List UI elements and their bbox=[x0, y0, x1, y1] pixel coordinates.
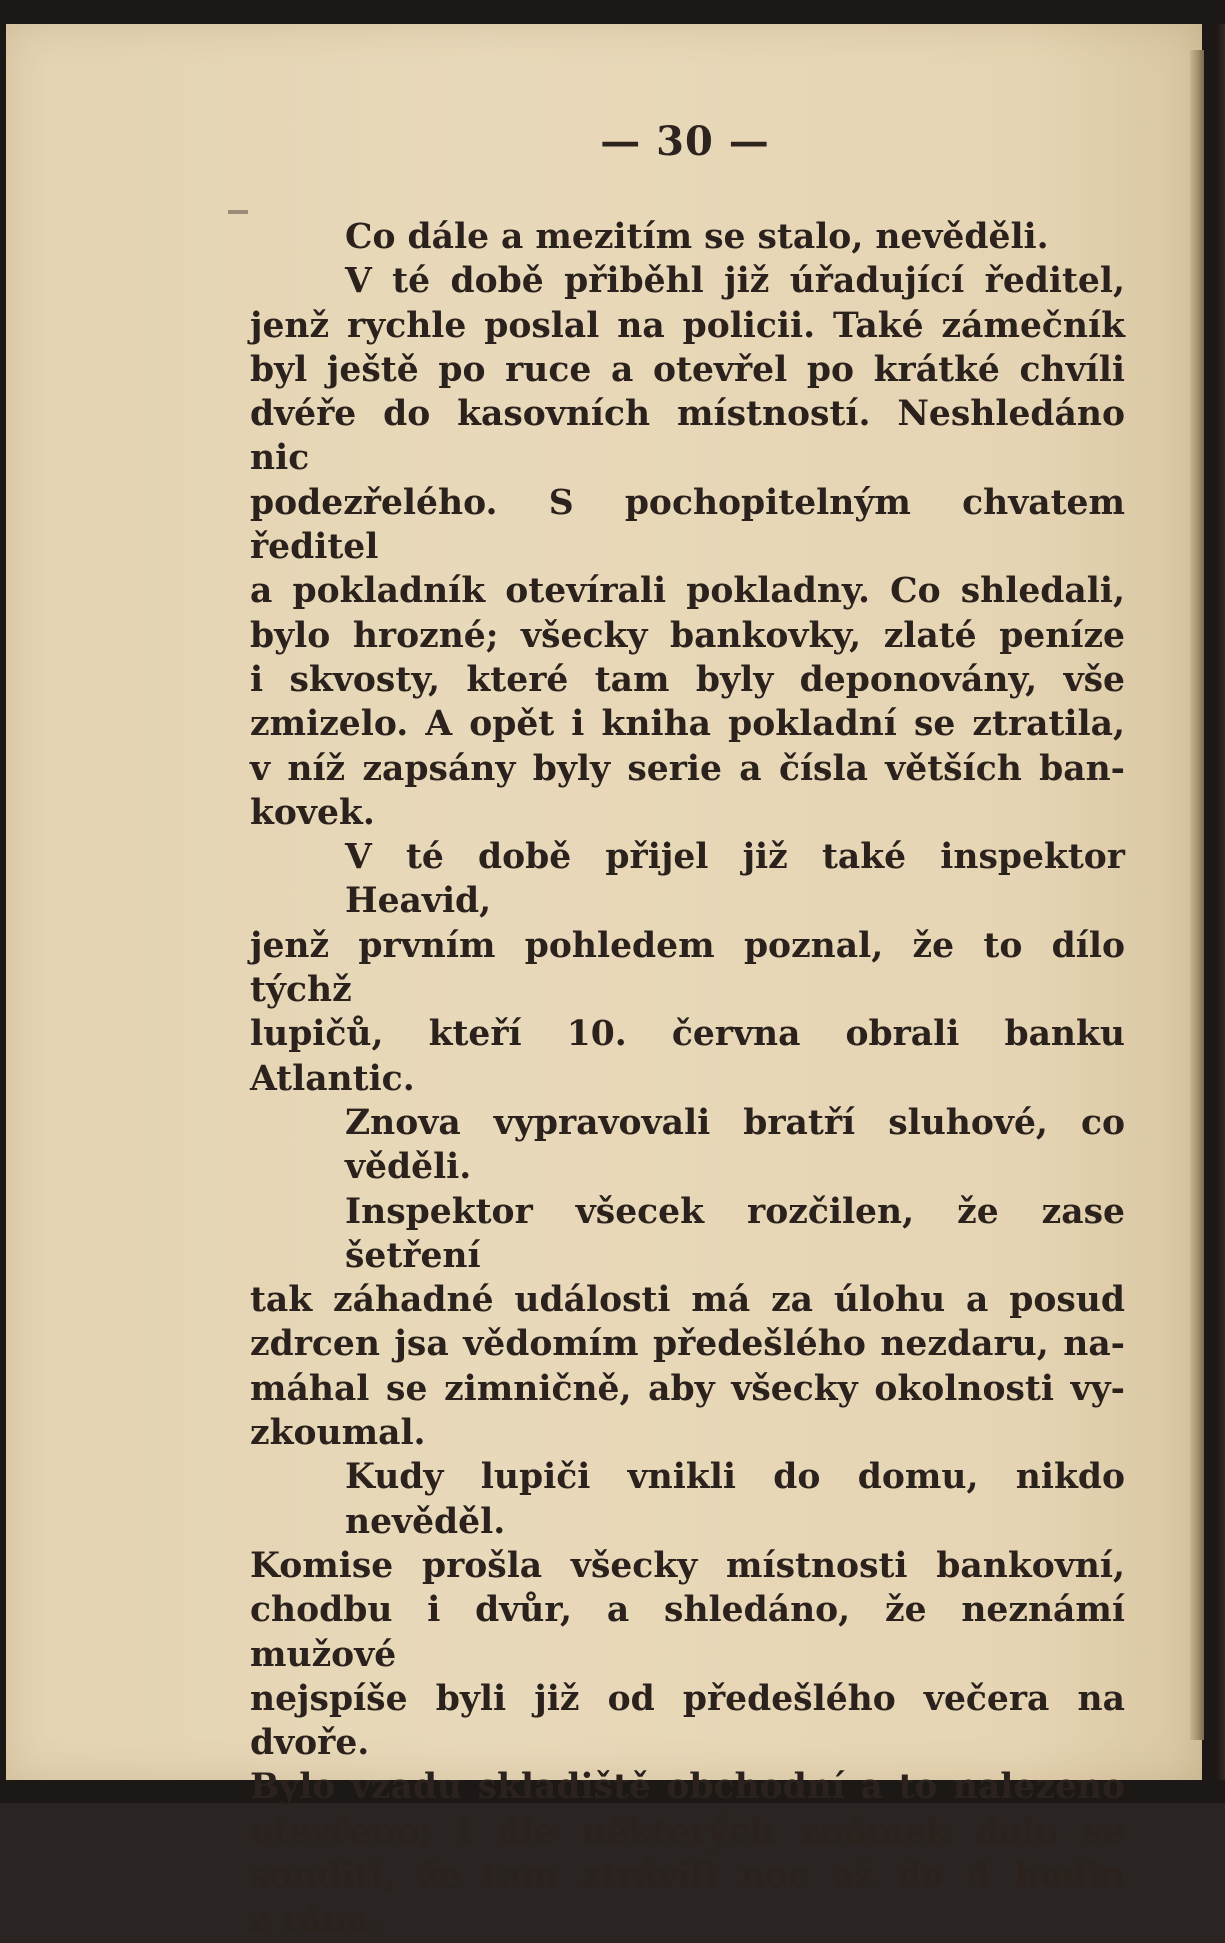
text-line: v níž zapsány byly serie a čísla větších ban- bbox=[250, 748, 1125, 789]
text-line: jenž prvním pohledem poznal, že to dílo týchž bbox=[250, 925, 1125, 1011]
text-line: nejspíše byli již od předešlého večera na dvoře. bbox=[250, 1678, 1125, 1764]
paragraph bbox=[250, 259, 1125, 835]
text-line: V té době přijel již také inspektor Heavid, bbox=[345, 837, 1125, 922]
page-edge bbox=[1190, 50, 1204, 1740]
paragraph bbox=[250, 1190, 1125, 1456]
ink-mark bbox=[228, 210, 248, 214]
page-number: — 30 — bbox=[600, 118, 770, 165]
paragraph bbox=[250, 835, 1125, 1101]
text-line: Bylo vzadu skladiště obchodní a to nalezeno bbox=[250, 1767, 1125, 1808]
text-line: a pokladník otevírali pokladny. Co shledali, bbox=[250, 571, 1125, 612]
text-line: zdrcen jsa vědomím předešlého nezdaru, na- bbox=[250, 1324, 1125, 1365]
text-line: lupičů, kteří 10. června obrali banku Atlantic. bbox=[250, 1014, 1125, 1099]
text-line: Znova vypravovali bratří sluhové, co věděli. bbox=[345, 1102, 1125, 1188]
text-line: Inspektor všecek rozčilen, že zase šetření bbox=[345, 1191, 1125, 1276]
text-line: otevřeno; i dle některých známek dalo se bbox=[250, 1811, 1125, 1852]
paragraph bbox=[250, 215, 1125, 259]
text-line: Co dále a mezitím se stalo, nevěděli. bbox=[345, 217, 1049, 257]
text-line: bylo hrozné; všecky bankovky, zlaté peníze bbox=[250, 615, 1125, 656]
paragraph bbox=[250, 1101, 1125, 1190]
text-line: zmizelo. A opět i kniha pokladní se ztratila, bbox=[250, 704, 1125, 745]
text-line: máhal se zimničně, aby všecky okolnosti vy- bbox=[250, 1368, 1125, 1409]
text-line: i skvosty, které tam byly deponovány, vše bbox=[250, 659, 1125, 700]
text-line: dvéře do kasovních místností. Neshledáno nic bbox=[250, 394, 1125, 479]
text-line: Komise prošla všecky místnosti bankovní, bbox=[250, 1545, 1125, 1586]
text-line: jenž rychle poslal na policii. Také zámečník bbox=[250, 305, 1125, 346]
book-spine bbox=[1215, 24, 1225, 1780]
text-line: tak záhadné události má za úlohu a posud bbox=[250, 1280, 1125, 1321]
text-line: V té době přiběhl již úřadující ředitel, bbox=[345, 261, 1125, 302]
text-line: souditi, že tam ztrávili noc až do 4 hodin bbox=[250, 1855, 1125, 1896]
text-line: podezřelého. S pochopitelným chvatem ředitel bbox=[250, 482, 1125, 568]
text-line: chodbu i dvůr, a shledáno, že neznámí mužové bbox=[250, 1590, 1125, 1675]
text-line: byl ještě po ruce a otevřel po krátké chvíli bbox=[250, 349, 1125, 390]
text-line: zkoumal. bbox=[250, 1413, 426, 1454]
text-line: Kudy lupiči vnikli do domu, nikdo nevěděl. bbox=[345, 1457, 1125, 1542]
paragraph bbox=[250, 1455, 1125, 1942]
text-line: kovek. bbox=[250, 792, 375, 833]
page-text bbox=[250, 215, 1125, 1943]
text-line: z rána. bbox=[250, 1900, 382, 1941]
